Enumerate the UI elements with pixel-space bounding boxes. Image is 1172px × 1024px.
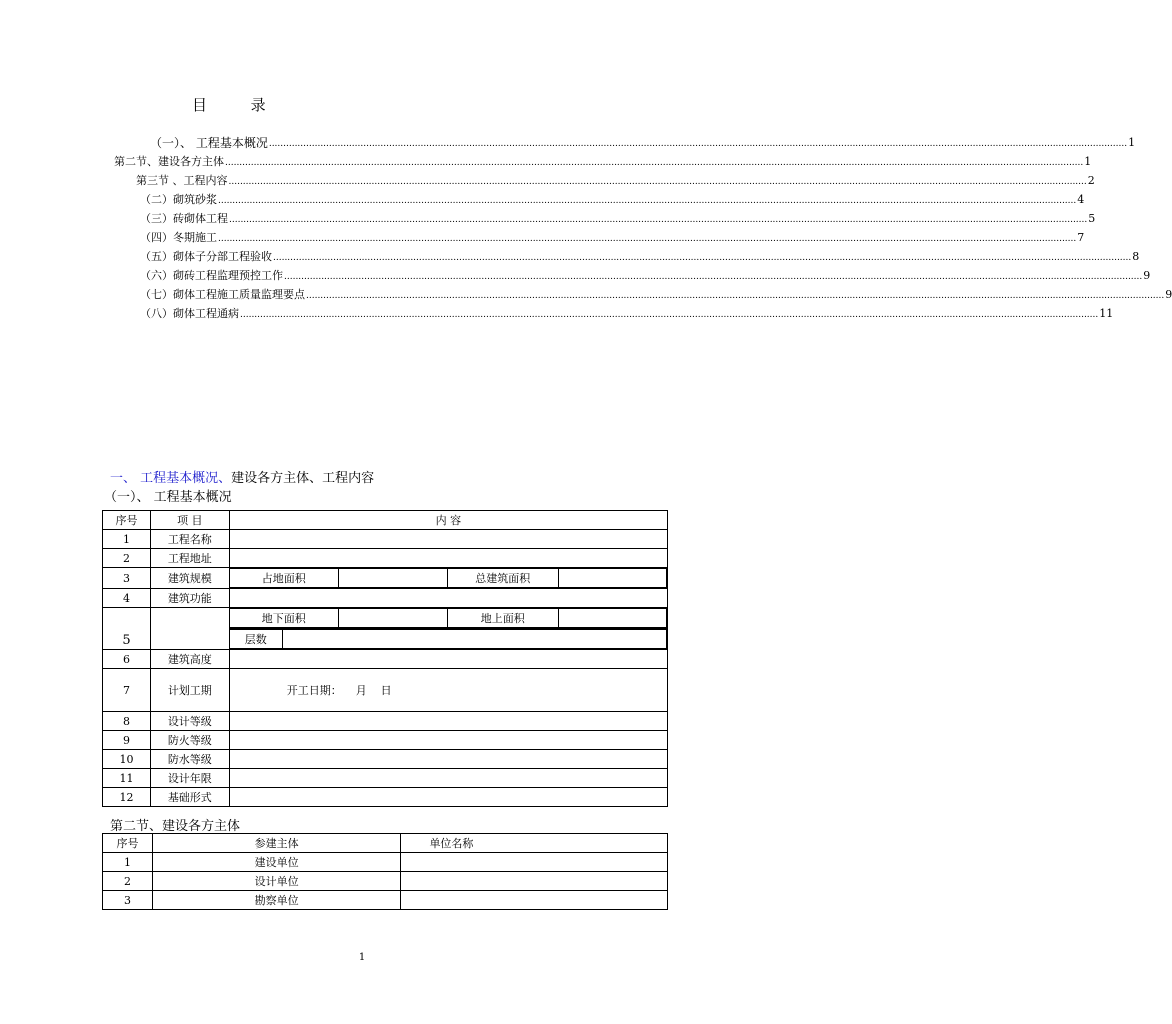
table-row	[103, 788, 668, 807]
toc-leader: ............................................................................................................................................................................................................................................................................................................	[228, 177, 1087, 187]
toc-entry[interactable]	[136, 172, 1095, 188]
project-overview-table	[102, 510, 668, 807]
toc-entry-label: 第二节、建设各方主体	[114, 155, 224, 168]
row-value-cell[interactable]	[229, 750, 667, 769]
table-row	[103, 669, 668, 712]
toc-entry-label: （五）砌体子分部工程验收	[140, 250, 272, 263]
row-item: 工程名称	[150, 530, 229, 549]
table-row	[103, 731, 668, 750]
row-party: 设计单位	[152, 872, 401, 891]
toc-leader: ............................................................................................................................................................................................................................................................................................................	[306, 291, 1165, 301]
row-no: 1	[103, 530, 151, 549]
row-item: 设计等级	[150, 712, 229, 731]
toc-entry-label: （八）砌体工程通病	[140, 307, 239, 320]
row-no: 3	[103, 891, 153, 910]
header-item: 项 目	[150, 511, 229, 530]
row-value-cell[interactable]	[229, 731, 667, 750]
header-no: 序号	[103, 511, 151, 530]
row-unit-cell[interactable]	[401, 891, 668, 910]
section-heading	[110, 467, 374, 486]
toc-leader: ............................................................................................................................................................................................................................................................................................................	[225, 158, 1084, 168]
table-row	[103, 589, 668, 608]
toc-entry-page: 11	[1099, 307, 1114, 320]
header-content: 内 容	[229, 511, 667, 530]
row-value-cell[interactable]	[229, 530, 667, 549]
row-no: 2	[103, 872, 153, 891]
row-no: 9	[103, 731, 151, 750]
toc-title-char-1: 目	[192, 96, 208, 114]
row-party: 勘察单位	[152, 891, 401, 910]
row-item: 建筑高度	[150, 650, 229, 669]
row-no: 1	[103, 853, 153, 872]
land-area-label: 占地面积	[230, 569, 339, 588]
toc-entry[interactable]	[150, 134, 1136, 150]
row-no: 6	[103, 650, 151, 669]
toc-entry-page: 7	[1077, 231, 1085, 244]
row-item: 防火等级	[150, 731, 229, 750]
table-row	[103, 891, 668, 910]
toc-entry[interactable]	[140, 229, 1085, 245]
toc-entry-label: （七）砌体工程施工质量监理要点	[140, 288, 305, 301]
row-value-cell	[229, 629, 667, 650]
toc-leader: ............................................................................................................................................................................................................................................................................................................	[273, 253, 1132, 263]
header-unit: 单位名称	[401, 834, 668, 853]
row-no: 10	[103, 750, 151, 769]
toc-leader: ............................................................................................................................................................................................................................................................................................................	[284, 272, 1143, 282]
toc-entry-page: 1	[1128, 136, 1136, 149]
above-area-label: 地上面积	[447, 609, 558, 628]
section-heading-2: 第二节、建设各方主体	[110, 819, 241, 834]
toc-leader: ............................................................................................................................................................................................................................................................................................................	[218, 196, 1077, 206]
toc-leader: ............................................................................................................................................................................................................................................................................................................	[218, 234, 1077, 244]
toc-entry[interactable]	[140, 191, 1085, 207]
toc-entry-label: （三）砖砌体工程	[140, 212, 228, 225]
start-date-label: 开工日期： 月 日	[286, 684, 392, 697]
row-no: 11	[103, 769, 151, 788]
header-no: 序号	[103, 834, 153, 853]
toc-entry-page: 8	[1132, 250, 1140, 263]
section-heading-blue: 一、 工程基本概况、	[110, 471, 232, 486]
row-no: 3	[103, 568, 151, 589]
row-value-cell[interactable]	[229, 549, 667, 568]
parties-table	[102, 833, 668, 910]
toc-entry[interactable]	[140, 210, 1096, 226]
row-no: 2	[103, 549, 151, 568]
row-no: 8	[103, 712, 151, 731]
toc-leader: ............................................................................................................................................................................................................................................................................................................	[268, 139, 1128, 149]
toc-title-char-2: 录	[250, 96, 266, 114]
row-unit-cell[interactable]	[401, 853, 668, 872]
section-heading-black: 建设各方主体、工程内容	[231, 471, 375, 486]
row-item: 建筑功能	[150, 589, 229, 608]
row-no: 12	[103, 788, 151, 807]
row-item: 基础形式	[150, 788, 229, 807]
row-value-cell[interactable]	[229, 769, 667, 788]
toc-entry-label: （一）、 工程基本概况	[150, 136, 268, 150]
toc-title	[192, 94, 266, 115]
toc-entry-page: 9	[1165, 288, 1172, 301]
total-area-label: 总建筑面积	[447, 569, 558, 588]
row-item: 工程地址	[150, 549, 229, 568]
underground-area-value[interactable]	[338, 609, 447, 628]
floors-value[interactable]	[282, 630, 666, 649]
toc-entry-label: （六）砌砖工程监理预控工作	[140, 269, 283, 282]
row-item: 防水等级	[150, 750, 229, 769]
table-row	[103, 650, 668, 669]
table-row	[103, 712, 668, 731]
toc-entry-label: （二）砌筑砂浆	[140, 193, 217, 206]
row-item: 建筑规模	[150, 568, 229, 589]
row-item	[150, 608, 229, 650]
row-no: 4	[103, 589, 151, 608]
table-row	[103, 853, 668, 872]
toc-leader: ............................................................................................................................................................................................................................................................................................................	[229, 215, 1088, 225]
header-party: 参建主体	[152, 834, 401, 853]
table-row	[103, 769, 668, 788]
above-area-value[interactable]	[558, 609, 666, 628]
toc-entry-page: 9	[1143, 269, 1151, 282]
table-header-row	[103, 834, 668, 853]
row-value-cell[interactable]	[229, 669, 667, 712]
table-row	[103, 549, 668, 568]
toc-entry[interactable]	[114, 153, 1092, 169]
table-row	[103, 750, 668, 769]
sub-heading: （一）、 工程基本概况	[104, 490, 232, 505]
floors-label: 层数	[230, 630, 283, 649]
row-value-cell[interactable]	[229, 650, 667, 669]
table-header-row	[103, 511, 668, 530]
table-row	[103, 608, 668, 629]
table-row	[103, 530, 668, 549]
total-area-value[interactable]	[558, 569, 666, 588]
toc-entry[interactable]	[140, 248, 1140, 264]
row-value-cell[interactable]	[229, 589, 667, 608]
row-unit-cell[interactable]	[401, 872, 668, 891]
toc-leader: ............................................................................................................................................................................................................................................................................................................	[240, 310, 1099, 320]
toc-entry-page: 2	[1087, 174, 1095, 187]
toc-entry[interactable]	[140, 286, 1172, 302]
row-party: 建设单位	[152, 853, 401, 872]
toc-entry-label: 第三节 、工程内容	[136, 174, 228, 187]
row-no: 5	[103, 608, 151, 650]
toc-entry[interactable]	[140, 267, 1151, 283]
toc-entry-label: （四）冬期施工	[140, 231, 217, 244]
underground-area-label: 地下面积	[230, 609, 339, 628]
toc-entry[interactable]	[140, 305, 1114, 321]
table-row	[103, 872, 668, 891]
row-value-cell[interactable]	[229, 788, 667, 807]
row-value-cell	[229, 608, 667, 629]
toc-entry-page: 1	[1084, 155, 1092, 168]
land-area-value[interactable]	[338, 569, 447, 588]
row-value-cell	[229, 568, 667, 589]
row-no: 7	[103, 669, 151, 712]
toc-entry-page: 4	[1077, 193, 1085, 206]
toc-entry-page: 5	[1088, 212, 1096, 225]
table-row	[103, 568, 668, 589]
row-value-cell[interactable]	[229, 712, 667, 731]
row-item: 设计年限	[150, 769, 229, 788]
page-number: 1	[358, 952, 366, 963]
row-item: 计划工期	[150, 669, 229, 712]
